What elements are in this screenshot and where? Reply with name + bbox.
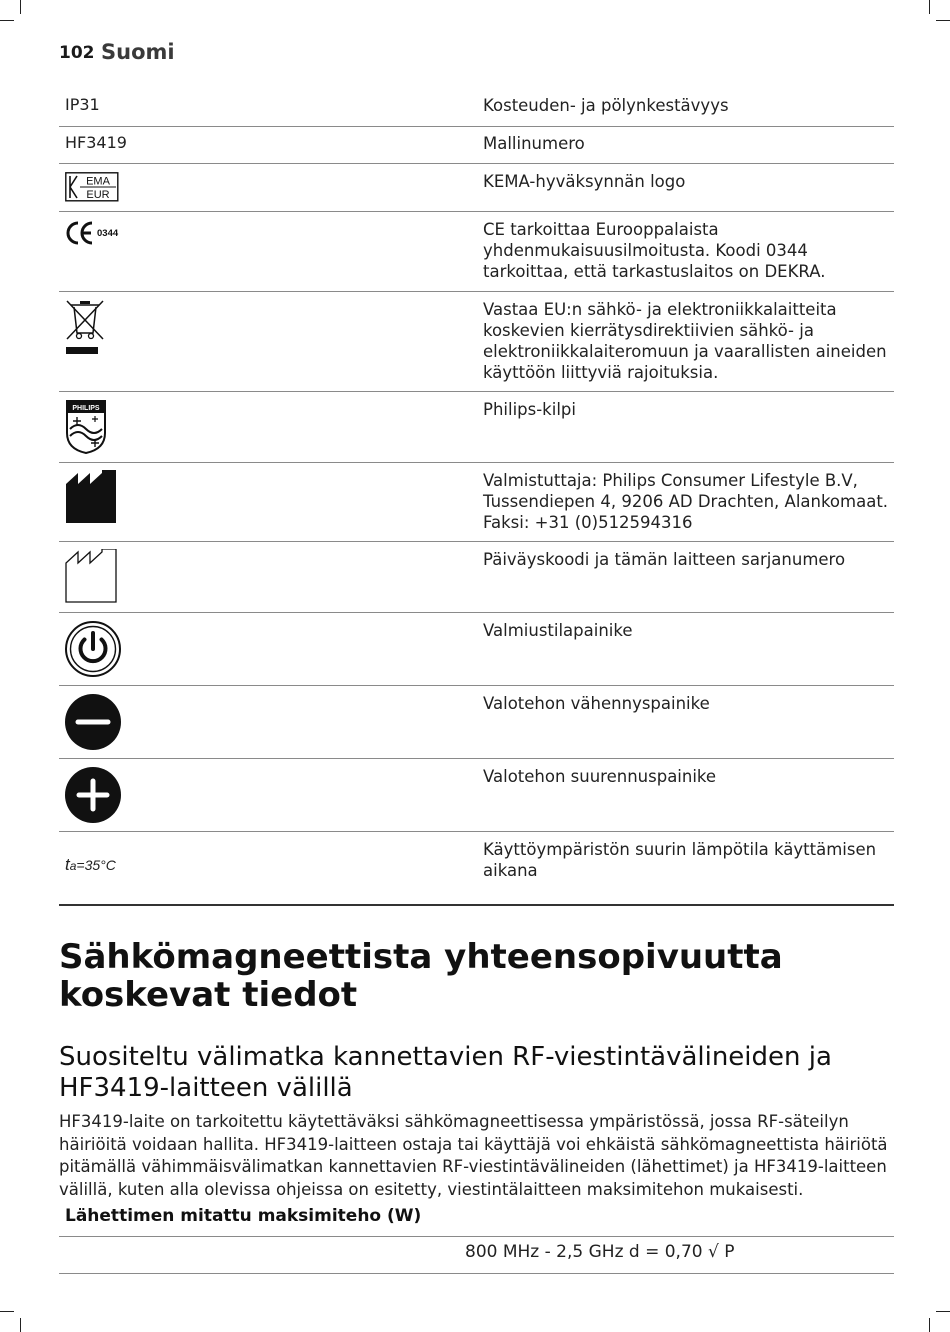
table-divider: [59, 758, 894, 759]
symbol-description: Valotehon suurennuspainike: [483, 767, 717, 786]
kema-keur-logo-icon: [65, 172, 119, 202]
kema-logo-text-top: EMA: [86, 175, 110, 188]
philips-shield-text: PHILIPS: [72, 405, 100, 412]
symbol-description: Mallinumero: [483, 134, 585, 153]
temperature-symbol-t: t: [65, 855, 70, 874]
crop-mark: [936, 1311, 950, 1312]
table-divider: [59, 831, 894, 832]
symbol-description: CE tarkoittaa Eurooppalaista yhdenmukaisuusilmoitusta. Koodi 0344 tarkoittaa, että tarkastuslaitos on DEKRA.: [483, 220, 826, 281]
table-divider: [59, 462, 894, 463]
symbol-description: Valmistuttaja: Philips Consumer Lifestyle B.V, Tussendiepen 4, 9206 AD Drachten, Alankomaat. Faksi: +31 (0)512594316: [483, 471, 889, 532]
symbol-description: Vastaa EU:n sähkö- ja elektroniikkalaitteita koskevien kierrätysdirektiivien sähkö- ja elektroniikkalaiteromuun ja vaarallisten aineiden käyttöön liittyviä rajoituksia.: [483, 300, 887, 382]
crop-mark: [20, 0, 21, 14]
table-bottom-rule: [59, 904, 894, 906]
kema-logo-text-bottom: EUR: [86, 189, 110, 201]
symbol-description: Philips-kilpi: [483, 400, 576, 419]
crop-mark: [0, 20, 14, 21]
table-divider: [59, 391, 894, 392]
page-number: 102: [59, 43, 95, 63]
page-language: Suomi: [101, 40, 175, 64]
symbol-text: HF3419: [65, 133, 127, 152]
distance-table-rule: [59, 1236, 894, 1237]
ce-mark-icon: [65, 219, 135, 247]
distance-table-rule: [59, 1273, 894, 1274]
symbol-text: IP31: [65, 95, 100, 114]
section-title: Sähkömagneettista yhteensopivuutta koskevat tiedot: [59, 937, 783, 1015]
crop-mark: [929, 0, 930, 14]
ce-code-text: 0344: [97, 228, 119, 239]
symbol-description: Käyttöympäristön suurin lämpötila käyttämisen aikana: [483, 840, 877, 880]
symbol-description: Päiväyskoodi ja tämän laitteen sarjanumero: [483, 550, 846, 569]
section-subtitle: Suositeltu välimatka kannettavien RF-viestintävälineiden ja HF3419-laitteen välillä: [59, 1042, 832, 1103]
temperature-symbol: [65, 855, 116, 875]
table-divider: [59, 541, 894, 542]
crop-mark: [20, 1318, 21, 1332]
minus-button-icon: [64, 693, 122, 751]
date-of-manufacture-icon: [65, 549, 117, 603]
symbol-description: Valotehon vähennyspainike: [483, 694, 710, 713]
table-divider: [59, 685, 894, 686]
section-paragraph: HF3419-laite on tarkoitettu käytettäväksi sähkömagneettisessa ympäristössä, jossa RF-säteilyn häiriöitä voidaan hallita. HF3419-laitteen ostaja tai käyttäjä voi ehkäistä sähkömagneettista häiriötä pitämällä vähimmäisvälimatkan kannettavien RF-viestintävälineiden (lähettimet) ja HF3419-laitteen välillä, kuten alla olevissa ohjeissa on esitetty, viestintälaitteen maksimitehon mukaisesti.: [59, 1112, 888, 1199]
symbol-description: Valmiustilapainike: [483, 621, 633, 640]
symbol-description: KEMA-hyväksynnän logo: [483, 172, 686, 191]
temperature-symbol-sub: a: [69, 859, 77, 873]
crop-mark: [0, 1311, 14, 1312]
philips-shield-icon: [65, 399, 107, 455]
crop-mark: [936, 20, 950, 21]
plus-button-icon: [64, 766, 122, 824]
crop-mark: [929, 1318, 930, 1332]
temperature-symbol-value: =35°C: [76, 857, 116, 873]
table-divider: [59, 126, 894, 127]
manufacturer-factory-icon: [65, 470, 117, 524]
distance-table-cell: 800 MHz - 2,5 GHz d = 0,70 √ P: [465, 1242, 735, 1262]
table-divider: [59, 163, 894, 164]
table-divider: [59, 612, 894, 613]
weee-crossed-bin-icon: [65, 299, 105, 357]
symbol-description: Kosteuden- ja pölynkestävyys: [483, 96, 729, 115]
distance-table-header: Lähettimen mitattu maksimiteho (W): [65, 1206, 422, 1226]
table-divider: [59, 211, 894, 212]
table-divider: [59, 291, 894, 292]
standby-power-icon: [64, 620, 122, 678]
